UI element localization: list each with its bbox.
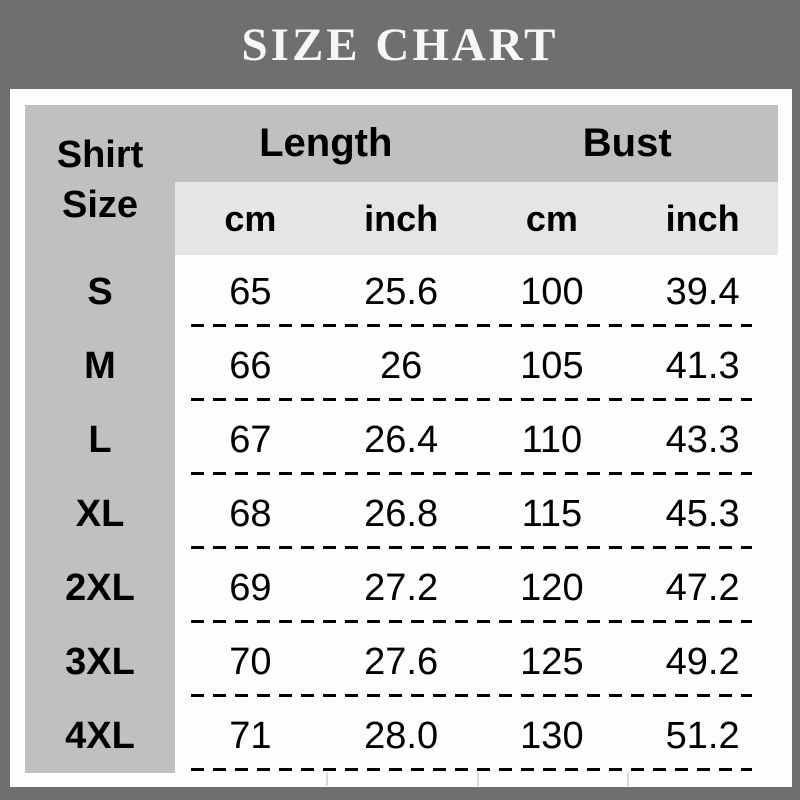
column-tick: [326, 773, 477, 786]
corner-header-shirt-size: [25, 105, 175, 255]
size-label: XL: [25, 477, 175, 551]
cell-bust-cm: 125: [477, 625, 628, 699]
cell-bust-cm: 120: [477, 551, 628, 625]
cell-length-cm: 67: [175, 403, 326, 477]
cell-bust-inch: 45.3: [627, 477, 778, 551]
column-group-length: Length: [175, 105, 477, 182]
unit-header-length-inch: inch: [326, 182, 477, 255]
cell-length-cm: 65: [175, 255, 326, 329]
page-title: SIZE CHART: [241, 18, 559, 71]
cell-bust-inch: 41.3: [627, 329, 778, 403]
size-label: 4XL: [25, 699, 175, 773]
size-label: 2XL: [25, 551, 175, 625]
title-band: [0, 0, 800, 89]
cell-bust-cm: 115: [477, 477, 628, 551]
cell-bust-cm: 110: [477, 403, 628, 477]
size-label: L: [25, 403, 175, 477]
cell-bust-inch: 47.2: [627, 551, 778, 625]
size-label: S: [25, 255, 175, 329]
cell-length-inch: 26.4: [326, 403, 477, 477]
row-divider: [191, 546, 752, 549]
cell-bust-inch: 51.2: [627, 699, 778, 773]
cell-bust-cm: 130: [477, 699, 628, 773]
cell-length-cm: 71: [175, 699, 326, 773]
cell-length-cm: 66: [175, 329, 326, 403]
cell-length-inch: 26: [326, 329, 477, 403]
cell-length-cm: 70: [175, 625, 326, 699]
size-chart-sheet: [10, 89, 792, 787]
cell-bust-inch: 49.2: [627, 625, 778, 699]
cell-length-inch: 25.6: [326, 255, 477, 329]
unit-header-length-cm: cm: [175, 182, 326, 255]
row-divider: [191, 472, 752, 475]
cell-length-inch: 26.8: [326, 477, 477, 551]
cell-length-cm: 69: [175, 551, 326, 625]
corner-header-line2: Size: [61, 184, 139, 226]
row-divider: [191, 694, 752, 697]
unit-header-bust-inch: inch: [627, 182, 778, 255]
row-divider: [191, 620, 752, 623]
cell-bust-cm: 100: [477, 255, 628, 329]
column-tick: [477, 773, 628, 786]
corner-header-line1: Shirt: [56, 134, 144, 176]
cell-length-inch: 27.6: [326, 625, 477, 699]
cell-length-inch: 27.2: [326, 551, 477, 625]
row-divider: [191, 768, 752, 771]
cell-length-cm: 68: [175, 477, 326, 551]
cell-bust-inch: 43.3: [627, 403, 778, 477]
unit-header-bust-cm: cm: [477, 182, 628, 255]
size-label: 3XL: [25, 625, 175, 699]
column-tick: [627, 773, 778, 786]
size-chart-table: [25, 105, 778, 786]
size-label: M: [25, 329, 175, 403]
cell-length-inch: 28.0: [326, 699, 477, 773]
row-divider: [191, 324, 752, 327]
cell-bust-inch: 39.4: [627, 255, 778, 329]
column-group-bust: Bust: [477, 105, 779, 182]
cell-bust-cm: 105: [477, 329, 628, 403]
row-divider: [191, 398, 752, 401]
